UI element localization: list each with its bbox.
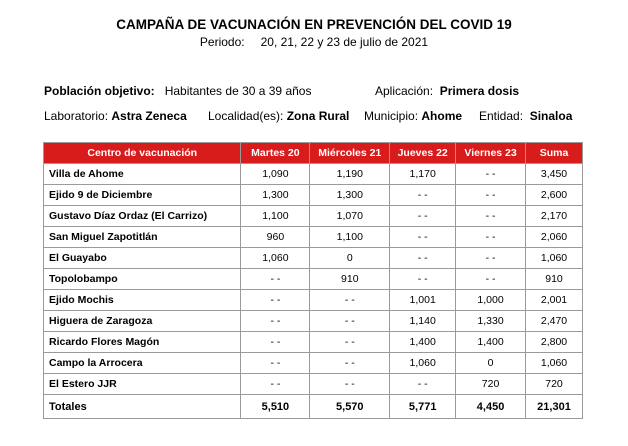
value-cell: 720: [526, 374, 583, 395]
value-cell: 1,300: [241, 185, 310, 206]
value-cell: - -: [390, 185, 456, 206]
center-name-cell: Campo la Arrocera: [44, 353, 241, 374]
application-label: Aplicación:: [375, 84, 434, 98]
table-row: [44, 290, 583, 311]
value-cell: - -: [456, 185, 526, 206]
population-value: Habitantes de 30 a 39 años: [164, 84, 312, 98]
value-cell: - -: [241, 332, 310, 353]
value-cell: - -: [310, 290, 390, 311]
value-cell: - -: [241, 311, 310, 332]
table-row: [44, 185, 583, 206]
value-cell: - -: [456, 248, 526, 269]
entity-field: [479, 109, 572, 123]
column-header-sum: Suma: [526, 143, 583, 164]
value-cell: - -: [390, 206, 456, 227]
value-cell: 2,170: [526, 206, 583, 227]
value-cell: 1,090: [241, 164, 310, 185]
value-cell: 1,170: [390, 164, 456, 185]
center-name-cell: Higuera de Zaragoza: [44, 311, 241, 332]
center-name-cell: Ejido 9 de Diciembre: [44, 185, 241, 206]
value-cell: 1,100: [241, 206, 310, 227]
total-cell: 5,510: [241, 395, 310, 419]
value-cell: - -: [390, 248, 456, 269]
total-cell: 4,450: [456, 395, 526, 419]
value-cell: - -: [310, 353, 390, 374]
locality-field: [208, 109, 349, 123]
value-cell: 720: [456, 374, 526, 395]
value-cell: 2,800: [526, 332, 583, 353]
total-cell: 5,771: [390, 395, 456, 419]
application-value: Primera dosis: [439, 84, 520, 98]
value-cell: 1,400: [390, 332, 456, 353]
municipality-field: [364, 109, 462, 123]
lab-label: Laboratorio:: [44, 109, 109, 123]
value-cell: 0: [310, 248, 390, 269]
value-cell: - -: [241, 290, 310, 311]
value-cell: 2,600: [526, 185, 583, 206]
center-name-cell: San Miguel Zapotitlán: [44, 227, 241, 248]
page-title: CAMPAÑA DE VACUNACIÓN EN PREVENCIÓN DEL COVID 19: [116, 17, 512, 32]
value-cell: 910: [526, 269, 583, 290]
lab-field: [44, 109, 187, 123]
value-cell: 2,060: [526, 227, 583, 248]
value-cell: 1,060: [526, 353, 583, 374]
table-header-row: [44, 143, 583, 164]
column-header-friday: Viernes 23: [456, 143, 526, 164]
table-body: [44, 164, 583, 395]
table-row: [44, 206, 583, 227]
value-cell: - -: [456, 164, 526, 185]
center-name-cell: Ricardo Flores Magón: [44, 332, 241, 353]
table-row: [44, 311, 583, 332]
value-cell: - -: [390, 269, 456, 290]
value-cell: - -: [241, 353, 310, 374]
value-cell: 1,060: [241, 248, 310, 269]
value-cell: 3,450: [526, 164, 583, 185]
value-cell: - -: [456, 227, 526, 248]
table-row: [44, 332, 583, 353]
value-cell: - -: [310, 311, 390, 332]
value-cell: - -: [241, 374, 310, 395]
value-cell: 0: [456, 353, 526, 374]
vaccination-table: [43, 142, 583, 419]
total-cell: 21,301: [526, 395, 583, 419]
table-row: [44, 374, 583, 395]
column-header-center: Centro de vacunación: [44, 143, 241, 164]
value-cell: 910: [310, 269, 390, 290]
center-name-cell: Topolobampo: [44, 269, 241, 290]
locality-value: Zona Rural: [286, 109, 350, 123]
municipality-value: Ahome: [421, 109, 463, 123]
center-name-cell: Villa de Ahome: [44, 164, 241, 185]
value-cell: 1,070: [310, 206, 390, 227]
table-row: [44, 248, 583, 269]
value-cell: 1,400: [456, 332, 526, 353]
municipality-label: Municipio:: [364, 109, 419, 123]
value-cell: 1,060: [526, 248, 583, 269]
value-cell: 1,190: [310, 164, 390, 185]
value-cell: 2,470: [526, 311, 583, 332]
table-row: [44, 269, 583, 290]
entity-value: Sinaloa: [529, 109, 573, 123]
value-cell: 1,001: [390, 290, 456, 311]
period-value: 20, 21, 22 y 23 de julio de 2021: [260, 35, 429, 49]
table-row: [44, 227, 583, 248]
value-cell: - -: [310, 332, 390, 353]
locality-label: Localidad(es):: [208, 109, 284, 123]
period-line: [0, 35, 628, 49]
center-name-cell: El Guayabo: [44, 248, 241, 269]
table-row: [44, 164, 583, 185]
value-cell: - -: [456, 269, 526, 290]
center-name-cell: El Estero JJR: [44, 374, 241, 395]
population-label: Población objetivo:: [44, 84, 155, 98]
value-cell: 960: [241, 227, 310, 248]
column-header-thursday: Jueves 22: [390, 143, 456, 164]
value-cell: - -: [310, 374, 390, 395]
application-field: [375, 84, 519, 98]
column-header-wednesday: Miércoles 21: [310, 143, 390, 164]
table-row: [44, 353, 583, 374]
totals-row: [44, 395, 583, 419]
entity-label: Entidad:: [479, 109, 524, 123]
population-field: [44, 84, 311, 98]
value-cell: - -: [390, 374, 456, 395]
value-cell: 1,330: [456, 311, 526, 332]
value-cell: - -: [390, 227, 456, 248]
totals-label: Totales: [44, 395, 241, 419]
value-cell: 1,000: [456, 290, 526, 311]
value-cell: 1,060: [390, 353, 456, 374]
center-name-cell: Ejido Mochis: [44, 290, 241, 311]
value-cell: - -: [456, 206, 526, 227]
total-cell: 5,570: [310, 395, 390, 419]
column-header-tuesday: Martes 20: [241, 143, 310, 164]
value-cell: 2,001: [526, 290, 583, 311]
value-cell: 1,300: [310, 185, 390, 206]
period-label: Periodo:: [199, 35, 245, 49]
value-cell: 1,100: [310, 227, 390, 248]
center-name-cell: Gustavo Díaz Ordaz (El Carrizo): [44, 206, 241, 227]
value-cell: 1,140: [390, 311, 456, 332]
value-cell: - -: [241, 269, 310, 290]
lab-value: Astra Zeneca: [111, 109, 187, 123]
